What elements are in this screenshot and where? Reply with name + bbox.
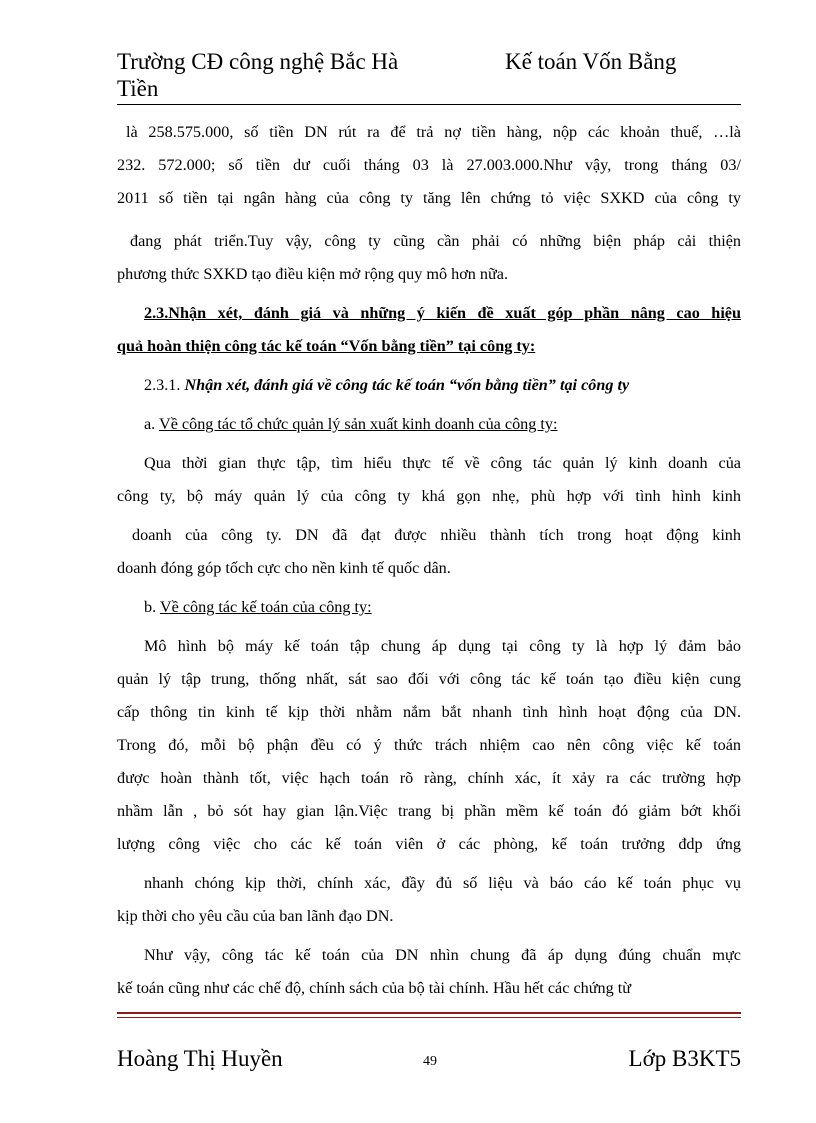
- header-school-name: [117, 48, 447, 102]
- paragraph-line: lượng công việc cho các kế toán viên ở các phòng, kế toán trưởng đdp ứng: [117, 835, 741, 853]
- paragraph-line: 2011 số tiền tại ngân hàng của công ty tăng lên chứng tỏ việc SXKD của công ty: [117, 189, 741, 207]
- paragraph-line: nhanh chóng kịp thời, chính xác, đầy đủ số liệu và báo cáo kế toán phục vụ: [144, 874, 741, 892]
- header-school: Trường CĐ công nghệ Bắc Hà: [117, 49, 399, 74]
- page-number: 49: [423, 1054, 437, 1069]
- header-subject: Kế toán Vốn Bằng: [505, 49, 677, 74]
- paragraph-line: Như vậy, công tác kế toán của DN nhìn chung đã áp dụng đúng chuẩn mực: [144, 946, 741, 964]
- paragraph-line: công ty, bộ máy quản lý của công ty khá gọn nhẹ, phù hợp với tình hình kinh: [117, 487, 741, 505]
- item-title: Về công tác kế toán của công ty:: [159, 598, 372, 616]
- paragraph-line: kế toán cũng như các chế độ, chính sách của bộ tài chính. Hầu hết các chứng từ: [117, 979, 632, 997]
- subsection-number: 2.3.1.: [144, 376, 181, 394]
- paragraph-line: kịp thời cho yêu cầu của ban lãnh đạo DN.: [117, 907, 394, 925]
- item-label: a.: [144, 415, 156, 433]
- subsection-heading: [144, 374, 741, 396]
- footer-author: Hoàng Thị Huyền: [117, 1046, 283, 1071]
- paragraph-line: cấp thông tin kinh tế kịp thời nhằm nắm bắt nhanh tình hình hoạt động của DN.: [117, 703, 741, 721]
- paragraph-line: doanh của công ty. DN đã đạt được nhiều thành tích trong hoạt động kinh: [132, 526, 741, 544]
- footer-class: Lớp B3KT5: [628, 1046, 741, 1071]
- paragraph-line: Trong đó, mỗi bộ phận đều có ý thức trách nhiệm cao nên công việc kế toán: [117, 736, 741, 754]
- item-label: b.: [144, 598, 157, 616]
- paragraph-line: Mô hình bộ máy kế toán tập chung áp dụng tại công ty là hợp lý đảm bảo: [144, 637, 741, 655]
- header-divider: [117, 104, 741, 105]
- paragraph-line: phương thức SXKD tạo điều kiện mở rộng quy mô hơn nữa.: [117, 265, 508, 283]
- paragraph-line: Qua thời gian thực tập, tìm hiểu thực tế về công tác quản lý kinh doanh của: [144, 454, 741, 472]
- paragraph-line: được hoàn thành tốt, việc hạch toán rõ ràng, chính xác, ít xảy ra các trường hợp: [117, 769, 741, 787]
- paragraph-line: doanh đóng góp tốch cực cho nền kinh tế quốc dân.: [117, 559, 451, 577]
- subsection-title: Nhận xét, đánh giá về công tác kế toán “vốn bằng tiền” tại công ty: [184, 376, 630, 394]
- section-heading: quả hoàn thiện công tác kế toán “Vốn bằng tiền” tại công ty:: [117, 337, 536, 355]
- paragraph-line: nhầm lẫn , bỏ sót hay gian lận.Việc trang bị phần mềm kế toán đó giảm bớt khối: [117, 802, 741, 820]
- item-heading: [144, 413, 741, 435]
- paragraph-line: quản lý tập trung, thống nhất, sát sao đối với công tác kế toán tạo điều kiện cung: [117, 670, 741, 688]
- item-heading: [144, 596, 741, 618]
- page-header: [117, 48, 741, 104]
- section-heading: 2.3.Nhận xét, đánh giá và những ý kiến đề xuất góp phần nâng cao hiệu: [144, 304, 741, 322]
- item-title: Về công tác tổ chức quản lý sản xuất kinh doanh của công ty:: [159, 415, 558, 433]
- footer-divider: [117, 1012, 741, 1014]
- footer-divider: [117, 1017, 741, 1018]
- paragraph-line: là 258.575.000, số tiền DN rút ra để trả nợ tiền hàng, nộp các khoản thuế, …là: [126, 123, 741, 141]
- header-subject-continuation: Tiền: [117, 76, 159, 101]
- paragraph-line: đang phát triển.Tuy vậy, công ty cũng cần phải có những biện pháp cải thiện: [130, 232, 741, 250]
- page-footer: [117, 1046, 741, 1076]
- paragraph-line: 232. 572.000; số tiền dư cuối tháng 03 là 27.003.000.Như vậy, trong tháng 03/: [117, 156, 741, 174]
